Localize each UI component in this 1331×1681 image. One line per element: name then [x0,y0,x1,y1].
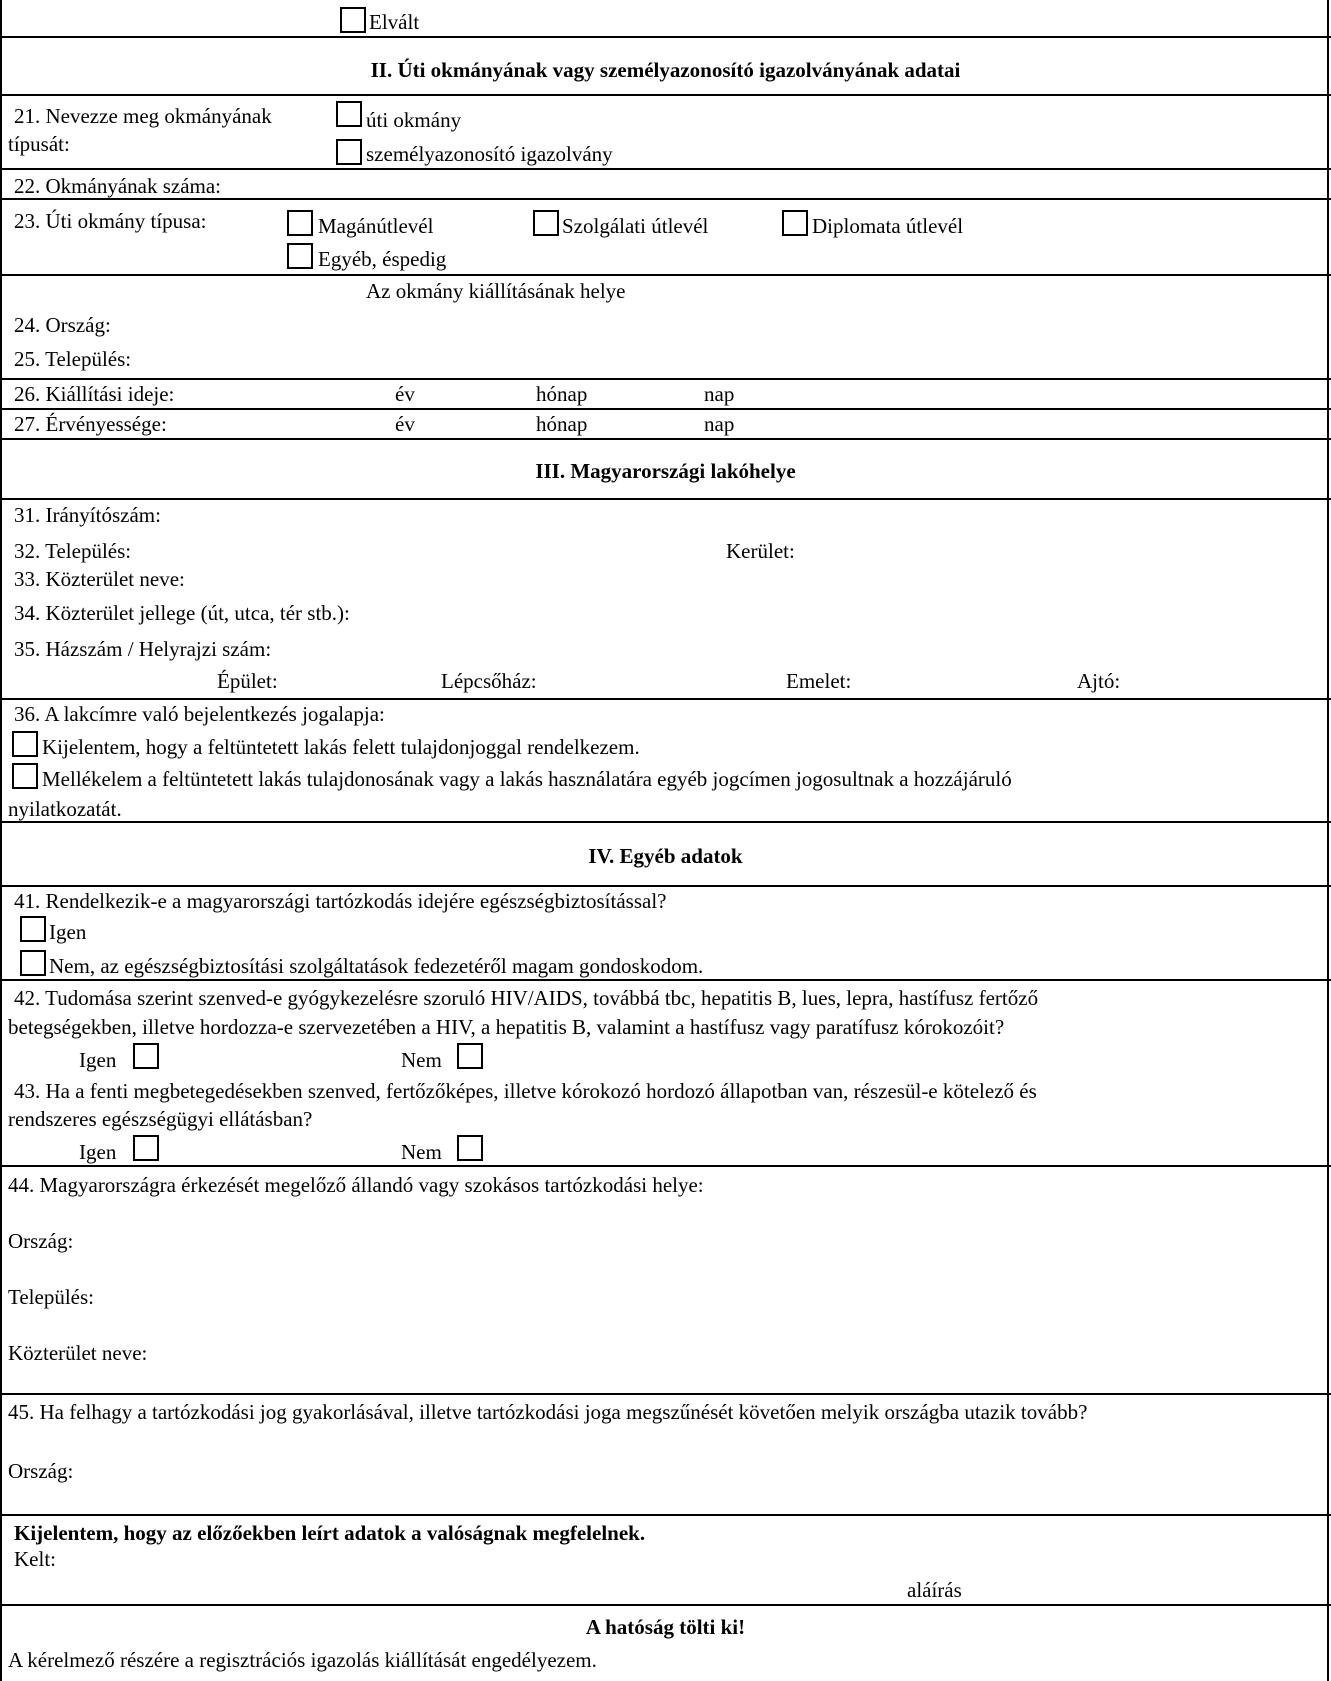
ajto-label: Ajtó: [1077,669,1121,693]
szolgalati-utlevel-label: Szolgálati útlevél [562,214,709,238]
kerulet-label: Kerület: [726,539,795,563]
tulajdonjog-label: Kijelentem, hogy a feltüntetett lakás felett tulajdonjoggal rendelkezem. [42,735,640,759]
q26-label: 26. Kiállítási ideje: [14,382,175,406]
diplomata-utlevel-checkbox[interactable] [782,210,808,236]
egyeb-label: Egyéb, éspedig [318,247,447,271]
q44-kozterulet-label: Közterület neve: [8,1341,148,1365]
q27-ev: év [395,412,415,436]
q44-telepules-label: Település: [8,1285,94,1309]
maganutlevel-label: Magánútlevél [318,214,434,238]
divider [0,94,1331,96]
uti-okmany-checkbox[interactable] [336,101,362,127]
emelet-label: Emelet: [786,669,852,693]
uti-okmany-label: úti okmány [366,108,462,132]
q21-label: 21. Nevezze meg okmányának [14,104,272,128]
section-2-title: II. Úti okmányának vagy személyazonosító igazolványának adatai [370,58,961,82]
q42-nem-checkbox[interactable] [457,1043,483,1069]
divider [0,168,1331,170]
q27-label: 27. Érvényessége: [14,412,167,436]
szolgalati-utlevel-checkbox[interactable] [533,210,559,236]
diplomata-utlevel-label: Diplomata útlevél [812,214,964,238]
q43-igen-checkbox[interactable] [133,1135,159,1161]
q36-label: 36. A lakcímre való bejelentkezés jogalapja: [14,702,385,726]
divider [0,698,1331,700]
q42-nem-label: Nem [401,1048,442,1072]
place-header: Az okmány kiállításának helye [366,279,626,303]
q22-label: 22. Okmányának száma: [14,174,222,198]
divider [0,438,1331,440]
q32-label: 32. Település: [14,539,132,563]
q45-orszag-label: Ország: [8,1459,74,1483]
section-4-title: IV. Egyéb adatok [588,844,743,868]
divider [0,198,1331,200]
q31-label: 31. Irányítószám: [14,503,161,527]
q43-nem-checkbox[interactable] [457,1135,483,1161]
q43-label: 43. Ha a fenti megbetegedésekben szenved, fertőzőképes, illetve kórokozó hordozó állapotban van, részesül-e kötelező és [14,1079,1037,1103]
divider [0,378,1331,380]
divider [0,274,1331,276]
q26-honap: hónap [536,382,588,406]
q26-ev: év [395,382,415,406]
signature-label: aláírás [907,1578,962,1602]
lepcsohaz-label: Lépcsőház: [441,669,537,693]
divider [0,885,1331,887]
q43-label-cont: rendszeres egészségügyi ellátásban? [8,1107,313,1131]
divider [0,1514,1331,1516]
hozzajarulo-label-cont: nyilatkozatát. [8,797,122,821]
divider [0,979,1331,981]
q42-igen-label: Igen [79,1048,117,1072]
q41-nem-label: Nem, az egészségbiztosítási szolgáltatások fedezetéről magam gondoskodom. [49,954,704,978]
divider [0,408,1331,410]
divider [0,498,1331,500]
q41-label: 41. Rendelkezik-e a magyarországi tartózkodás idejére egészségbiztosítással? [14,889,667,913]
q43-nem-label: Nem [401,1140,442,1164]
hozzajarulo-checkbox[interactable] [12,763,38,789]
elvalt-label: Elvált [369,10,420,34]
q44-orszag-label: Ország: [8,1229,74,1253]
elvalt-checkbox[interactable] [340,7,366,33]
declaration-statement: Kijelentem, hogy az előzőekben leírt adatok a valóságnak megfelelnek. [14,1521,646,1545]
divider [0,36,1331,38]
q27-nap: nap [704,412,735,436]
q27-honap: hónap [536,412,588,436]
q23-label: 23. Úti okmány típusa: [14,209,207,233]
divider [0,821,1331,823]
q21-label-cont: típusát: [8,132,70,156]
section-3-title: III. Magyarországi lakóhelye [535,459,796,483]
q42-igen-checkbox[interactable] [133,1043,159,1069]
divider [0,1604,1331,1606]
q33-label: 33. Közterület neve: [14,567,185,591]
q34-label: 34. Közterület jellege (út, utca, tér stb.): [14,601,350,625]
authority-text: A kérelmező részére a regisztrációs igazolás kiállítását engedélyezem. [8,1648,597,1672]
q24-label: 24. Ország: [14,313,111,337]
authority-title: A hatóság tölti ki! [585,1615,746,1639]
q35-label: 35. Házszám / Helyrajzi szám: [14,637,272,661]
divider [0,1393,1331,1395]
q44-label: 44. Magyarországra érkezését megelőző állandó vagy szokásos tartózkodási helye: [8,1173,704,1197]
szemelyi-igazolvany-label: személyazonosító igazolvány [366,142,613,166]
maganutlevel-checkbox[interactable] [287,210,313,236]
szemelyi-igazolvany-checkbox[interactable] [336,139,362,165]
epulet-label: Épület: [217,669,278,693]
q41-igen-checkbox[interactable] [20,916,46,942]
q26-nap: nap [704,382,735,406]
hozzajarulo-label: Mellékelem a feltüntetett lakás tulajdonosának vagy a lakás használatára egyéb jogcímen jogosultnak a hozzájáruló [42,767,1012,791]
q45-label: 45. Ha felhagy a tartózkodási jog gyakorlásával, illetve tartózkodási joga megszűnését követően melyik országba utazik tovább? [8,1400,1088,1424]
q25-label: 25. Település: [14,347,132,371]
q41-igen-label: Igen [49,920,87,944]
tulajdonjog-checkbox[interactable] [12,731,38,757]
divider [0,1165,1331,1167]
q41-nem-checkbox[interactable] [20,950,46,976]
kelt-label: Kelt: [14,1547,56,1571]
egyeb-checkbox[interactable] [287,243,313,269]
q42-label: 42. Tudomása szerint szenved-e gyógykezelésre szoruló HIV/AIDS, továbbá tbc, hepatitis B, lues, lepra, hastífusz fertőző [14,986,1039,1010]
q42-label-cont: betegségekben, illetve hordozza-e szervezetében a HIV, a hepatitis B, valamint a hastífusz vagy paratífusz kórokozóit? [8,1015,1005,1039]
q43-igen-label: Igen [79,1140,117,1164]
